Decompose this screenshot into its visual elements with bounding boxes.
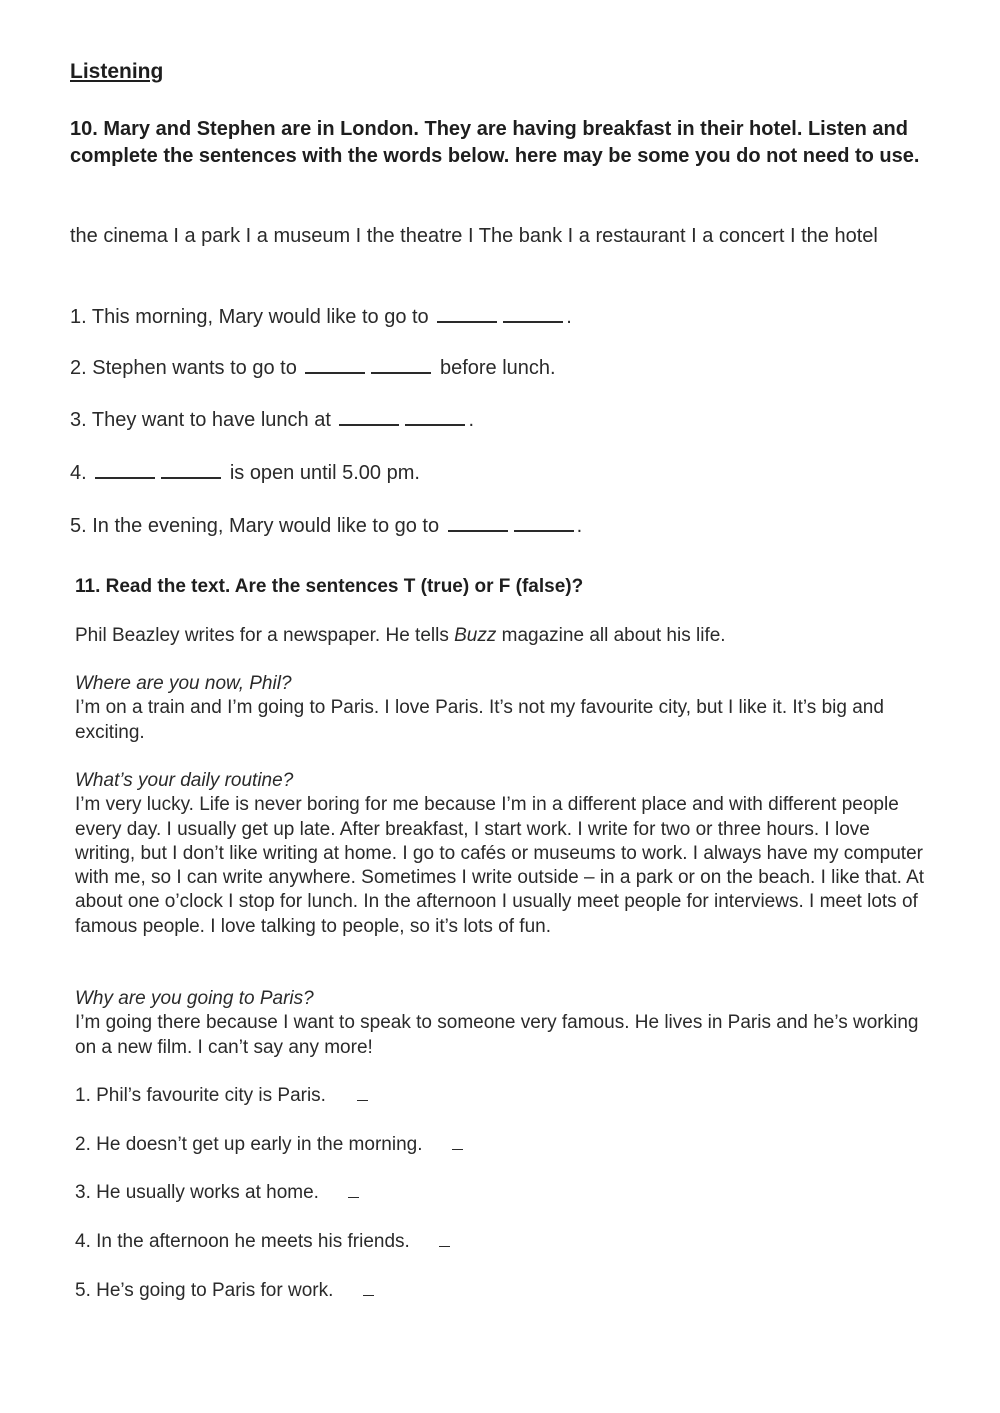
statement-text: 5. He’s going to Paris for work. [75,1280,334,1301]
tf-answer-slot[interactable] [439,1232,450,1247]
gap-sentence-1 [70,303,572,329]
answer-blank[interactable] [514,512,574,532]
sentence-text-after: . [566,306,572,328]
word-bank: the cinema I a park I a museum I the theatre I The bank I a restaurant I a concert I the hotel [70,225,878,247]
sentence-text: 4. [70,462,87,484]
tf-statement-5 [75,1280,374,1302]
intro-text: Phil Beazley writes for a newspaper. He tells [75,625,449,646]
sentence-text-after: . [576,515,583,537]
tf-statement-2 [75,1134,463,1156]
exercise-11-instruction: 11. Read the text. Are the sentences T (true) or F (false)? [75,576,584,597]
tf-statement-1 [75,1085,368,1107]
statement-text: 1. Phil’s favourite city is Paris. [75,1085,326,1106]
answer-blank[interactable] [95,459,155,479]
gap-sentence-5 [70,512,582,538]
sentence-text: 1. This morning, Mary would like to go to [70,306,429,328]
statement-text: 3. He usually works at home. [75,1182,319,1203]
interview-block-3 [75,987,935,1060]
sentence-text-after: . [468,409,475,431]
answer-blank[interactable] [437,303,497,323]
interview-question: What’s your daily routine? [75,770,294,791]
answer-blank[interactable] [305,354,365,374]
answer-blank[interactable] [339,406,399,426]
sentence-text-after: before lunch. [439,357,556,379]
intro-text-after: magazine all about his life. [501,625,726,646]
sentence-text: 2. Stephen wants to go to [70,357,297,379]
tf-answer-slot[interactable] [363,1281,374,1296]
reading-intro [75,624,935,648]
answer-blank[interactable] [503,303,563,323]
exercise-10-instruction: 10. Mary and Stephen are in London. They are having breakfast in their hotel. Listen and complete the sentences with the words below. here may be some you do not need to use. [70,118,920,167]
tf-statement-4 [75,1231,450,1253]
interview-block-2 [75,769,935,939]
tf-statement-3 [75,1182,359,1204]
interview-question: Where are you now, Phil? [75,673,292,694]
gap-sentence-2 [70,354,556,380]
tf-answer-slot[interactable] [348,1183,359,1198]
gap-sentence-4 [70,459,420,485]
interview-answer: I’m going there because I want to speak to someone very famous. He lives in Paris and he’s working on a new film. I can’t say any more! [75,1012,919,1058]
sentence-text: 3. They want to have lunch at [70,409,331,431]
answer-blank[interactable] [405,406,465,426]
sentence-text-after: is open until 5.00 pm. [229,462,420,484]
magazine-name: Buzz [454,625,497,646]
answer-blank[interactable] [161,459,221,479]
sentence-text: 5. In the evening, Mary would like to go to [70,515,440,537]
answer-blank[interactable] [371,354,431,374]
tf-answer-slot[interactable] [452,1135,463,1150]
interview-block-1 [75,672,935,745]
interview-answer: I’m very lucky. Life is never boring for me because I’m in a different place and with different people every day. I usually get up late. After breakfast, I start work. I write for two or three hours. I love writing, but I don’t like writing at home. I go to cafés or museums to work. I always have my computer with me, so I can write anywhere. Sometimes I write outside – in a park or on the beach. I like that. At about one o’clock I stop for lunch. In the afternoon I usually meet people for interviews. I meet lots of famous people. I love talking to people, so it’s lots of fun. [75,794,925,937]
section-heading: Listening [70,60,164,83]
statement-text: 4. In the afternoon he meets his friends. [75,1231,410,1252]
tf-answer-slot[interactable] [357,1086,368,1101]
interview-question: Why are you going to Paris? [75,988,314,1009]
answer-blank[interactable] [448,512,508,532]
gap-sentence-3 [70,406,474,432]
statement-text: 2. He doesn’t get up early in the morning. [75,1134,423,1155]
interview-answer: I’m on a train and I’m going to Paris. I love Paris. It’s not my favourite city, but I like it. It’s big and exciting. [75,697,884,743]
